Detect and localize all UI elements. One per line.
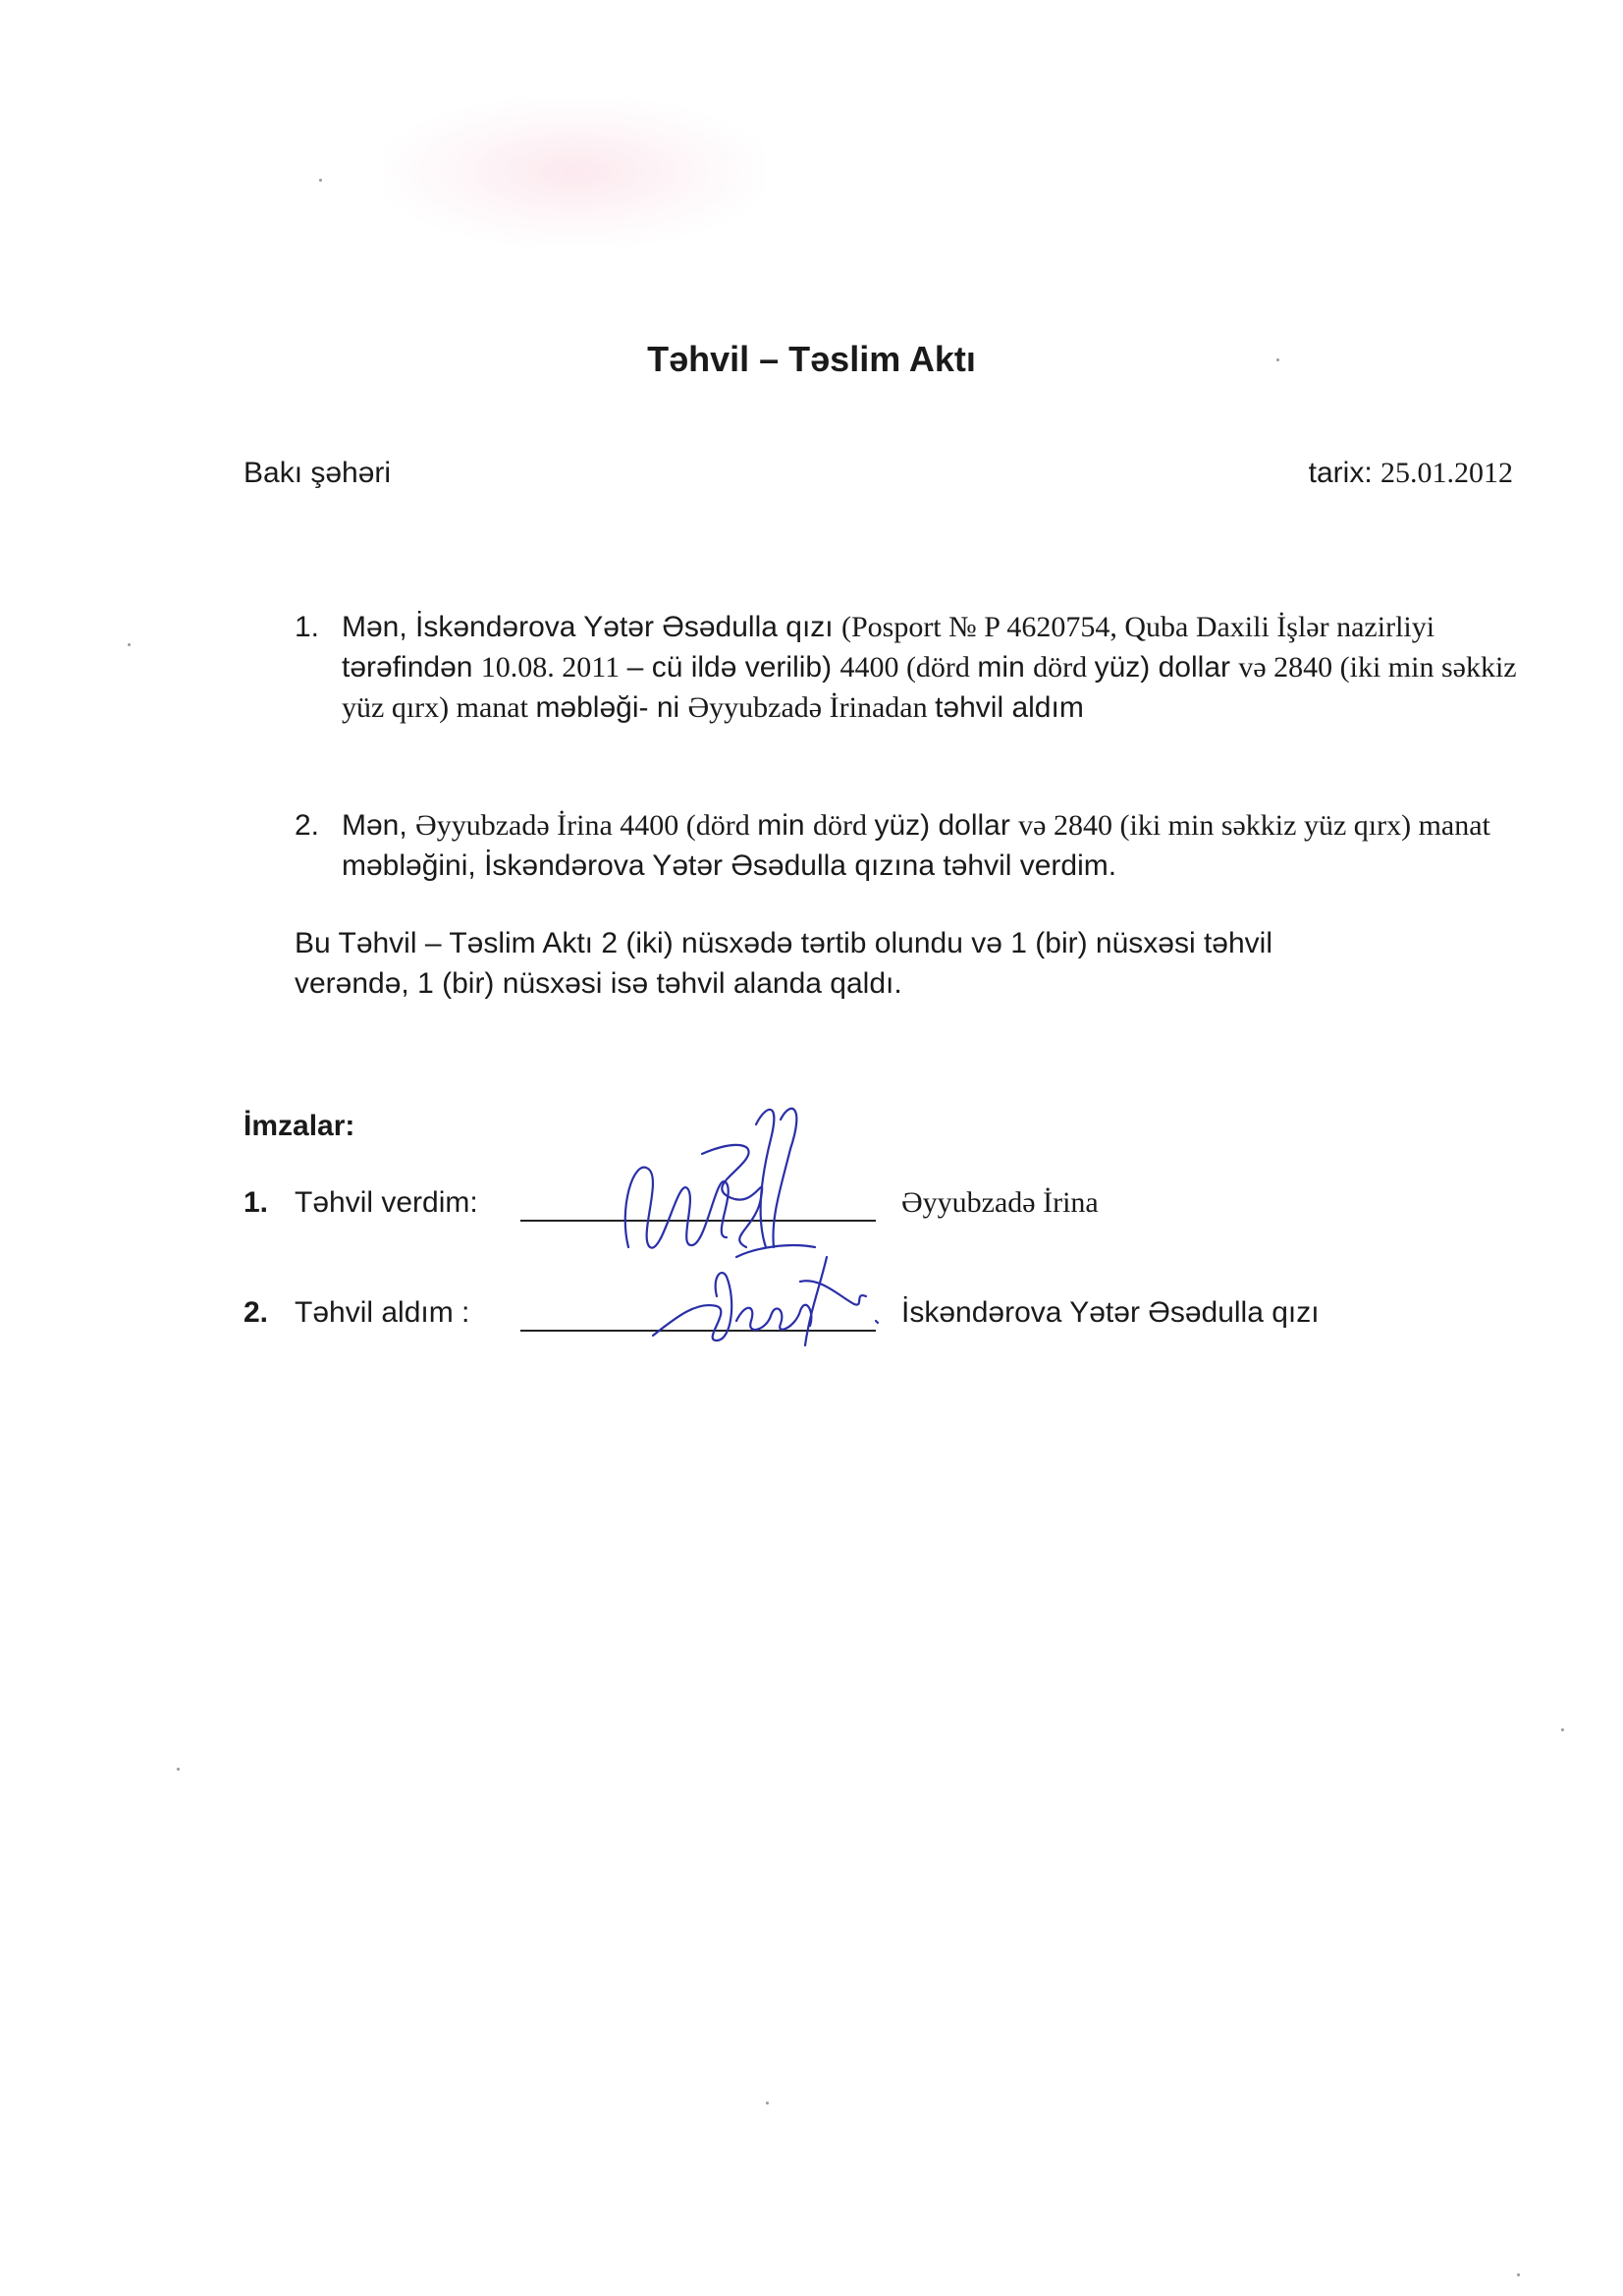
signatory-name: Əyyubzadə İrina — [901, 1186, 1099, 1219]
signature-stroke — [876, 1321, 878, 1323]
list-item — [295, 805, 1522, 886]
scan-speck — [1517, 2273, 1520, 2276]
text-segment: Mən, İskəndərova Yətər Əsədulla qızı — [342, 611, 841, 643]
text-segment: dörd — [812, 809, 875, 842]
document-date — [1309, 457, 1513, 490]
text-segment: təhvil aldım — [935, 691, 1084, 724]
text-segment: yüz) dollar — [874, 809, 1019, 842]
text-segment: tərəfindən — [342, 651, 481, 683]
date-value: 25.01.2012 — [1380, 457, 1513, 489]
text-segment: Mən, — [342, 809, 416, 842]
list-item — [295, 607, 1522, 728]
item-text — [342, 805, 1522, 886]
text-segment: – cü ildə verilib) — [626, 651, 840, 683]
signatures-heading: İmzalar: — [243, 1110, 355, 1142]
text-segment: 10.08. 2011 — [480, 651, 627, 683]
signature-stroke — [805, 1257, 827, 1345]
signature-stroke — [702, 1145, 762, 1247]
text-segment: Əyyubzadə İrinadan — [687, 691, 936, 724]
signature-strokes — [625, 1109, 878, 1345]
signature-label: Təhvil aldım : — [295, 1296, 470, 1329]
signature-number: 2. — [243, 1296, 269, 1329]
text-segment: və 2840 (iki min səkkiz yüz qırx) manat — [342, 651, 1517, 724]
text-segment: (Posport № P 4620754, Quba Daxili İşlər nazirliyi — [840, 611, 1435, 643]
signature-stroke — [736, 1245, 815, 1257]
date-label: tarix: — [1308, 457, 1373, 489]
text-segment: məbləğini, İskəndərova Yətər Əsədulla qızına təhvil verdim. — [342, 849, 1117, 882]
closing-paragraph: Bu Təhvil – Təslim Aktı 2 (iki) nüsxədə tərtib olundu və 1 (bir) nüsxəsi təhvil verəndə, 1 (bir) nüsxəsi isə təhvil alanda qaldı. — [295, 927, 1273, 1000]
item-number: 2. — [295, 809, 320, 842]
signatory-name: İskəndərova Yətər Əsədulla qızı — [901, 1296, 1320, 1329]
text-segment: 4400 (dörd — [839, 651, 978, 683]
text-segment: dörd — [1033, 651, 1095, 683]
item-number: 1. — [295, 611, 320, 643]
scan-speck — [177, 1768, 180, 1771]
city-label: Bakı şəhəri — [243, 457, 392, 489]
text-segment: min — [977, 651, 1034, 683]
scan-speck — [128, 643, 131, 646]
signature-stroke — [653, 1273, 731, 1340]
text-segment: Əyyubzadə İrina 4400 (dörd — [415, 809, 758, 842]
handwritten-signatures — [609, 1100, 903, 1355]
scan-speck — [319, 179, 322, 182]
signature-stroke — [736, 1281, 866, 1330]
paper-stain — [383, 98, 766, 246]
signature-stroke — [756, 1109, 796, 1247]
signature-number: 1. — [243, 1186, 269, 1219]
scan-speck — [766, 2102, 769, 2105]
signature-label: Təhvil verdim: — [295, 1186, 478, 1219]
scan-speck — [1561, 1728, 1564, 1731]
signature-stroke — [625, 1168, 729, 1248]
text-segment: və 2840 (iki min səkkiz yüz qırx) manat — [1018, 809, 1490, 842]
item-text — [342, 607, 1522, 728]
document-title: Təhvil – Təslim Aktı — [647, 339, 976, 379]
text-segment: min — [757, 809, 813, 842]
text-segment: yüz) dollar — [1094, 651, 1239, 683]
text-segment: məbləği- ni — [535, 691, 688, 724]
